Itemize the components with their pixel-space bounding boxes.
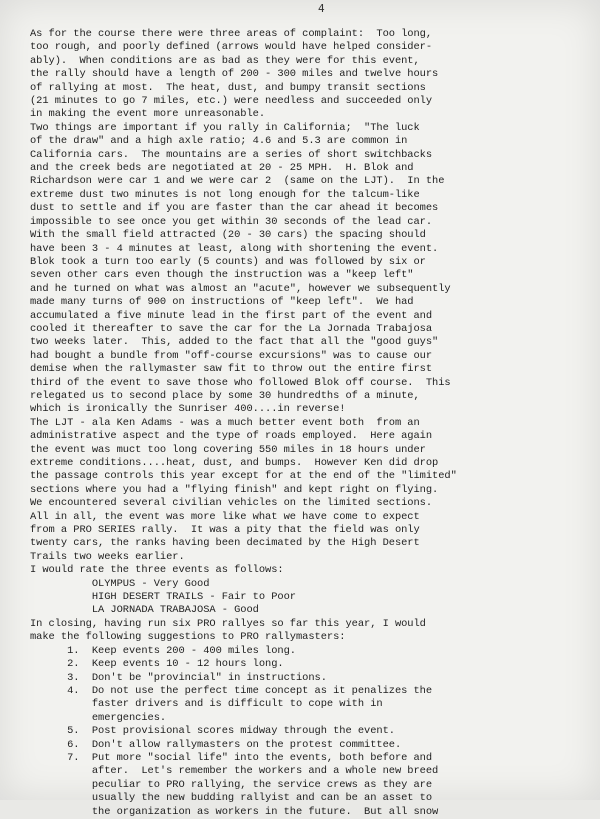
suggestion-number: 6. Don't allow rallymasters on the protest committee. xyxy=(30,738,402,751)
text-line: and the creek beds are negotiated at 20 - 25 MPH. H. Blok and xyxy=(30,162,414,175)
text-line: have been 3 - 4 minutes at least, along with shortening the event. xyxy=(30,242,439,255)
text-line: All in all, the event was more like what we have come to expect xyxy=(30,510,420,523)
suggestion-text: usually the new budding rallyist and can be an asset to xyxy=(30,792,433,805)
text-line: the rally should have a length of 200 - 300 miles and twelve hours xyxy=(30,68,439,81)
rating-item: OLYMPUS - Very Good xyxy=(30,577,210,590)
text-line: In closing, having run six PRO rallyes so far this year, I would xyxy=(30,617,426,630)
suggestion-text: Don't allow rallymasters on the protest committee. xyxy=(91,738,402,751)
text-line: impossible to see once you get within 30 seconds of the lead car. xyxy=(30,215,433,228)
rating-item: LA JORNADA TRABAJOSA - Good xyxy=(30,604,259,617)
text-line: relegated us to second place by some 30 hundredths of a minute, xyxy=(30,389,420,402)
suggestion-number: 4. Do not use the perfect time concept as it penalizes the xyxy=(30,684,433,697)
text-line: California cars. The mountains are a series of short switchbacks xyxy=(30,148,433,161)
text-line: too rough, and poorly defined (arrows would have helped consider- xyxy=(30,41,433,54)
suggestion-text: Put more "social life" into the events, both before and xyxy=(91,751,433,764)
suggestion-number: 1. Keep events 200 - 400 miles long. xyxy=(30,644,296,657)
text-line: make the following suggestions to PRO rallymasters: xyxy=(30,631,346,644)
text-line: As for the course there were three areas of complaint: Too long, xyxy=(30,28,433,40)
rating-item: HIGH DESERT TRAILS - Fair to Poor xyxy=(30,591,296,604)
text-line: Richardson were car 1 and we were car 2 (same on the LJT). In the xyxy=(30,175,445,188)
paragraph-california-rallying xyxy=(30,122,585,417)
paragraph-course-complaints xyxy=(30,28,585,122)
ratings-intro: I would rate the three events as follows: xyxy=(30,564,284,577)
text-line: Blok took a turn too early (5 counts) and was followed by six or xyxy=(30,255,426,268)
text-line: accumulated a five minute lead in the first part of the event and xyxy=(30,309,433,322)
text-line: (21 minutes to go 7 miles, etc.) were needless and succeeded only xyxy=(30,95,433,108)
text-line: of the draw" and a high axle ratio; 4.6 and 5.3 are common in xyxy=(30,135,408,148)
suggestion-text: Keep events 200 - 400 miles long. xyxy=(91,644,296,657)
suggestion-number: 3. Don't be "provincial" in instructions. xyxy=(30,671,327,684)
text-line: demise when the rallymaster saw fit to throw out the entire first xyxy=(30,363,433,376)
suggestion-text: the organization as workers in the future. But all snow xyxy=(30,805,439,818)
text-line: Two things are important if you rally in California; "The luck xyxy=(30,121,420,134)
text-line: We encountered several civilian vehicles on the limited sections. xyxy=(30,497,433,510)
text-line: Trails two weeks earlier. xyxy=(30,550,185,563)
letter-body xyxy=(30,28,585,819)
text-line: dust to settle and if you are faster than the car ahead it becomes xyxy=(30,202,439,215)
text-line: extreme dust two minutes is not long enough for the talcum-like xyxy=(30,188,420,201)
text-line: had bought a bundle from "off-course excursions" was to cause our xyxy=(30,349,433,362)
suggestion-number: 5. Post provisional scores midway through the event. xyxy=(30,725,395,738)
text-line: of rallying at most. The heat, dust, and bumpy transit sections xyxy=(30,81,426,94)
suggestion-text: Keep events 10 - 12 hours long. xyxy=(91,658,284,671)
text-line: from a PRO SERIES rally. It was a pity that the field was only xyxy=(30,524,420,537)
text-line: the passage controls this year except for at the end of the "limited" xyxy=(30,470,457,483)
suggestion-text: Do not use the perfect time concept as it penalizes the xyxy=(91,684,433,697)
suggestion-number: 7. Put more "social life" into the events, both before and xyxy=(30,751,433,764)
closing-intro xyxy=(30,618,585,645)
text-line: ably). When conditions are as bad as they were for this event, xyxy=(30,54,420,67)
suggestion-number: 2. Keep events 10 - 12 hours long. xyxy=(30,658,284,671)
suggestion-text: peculiar to PRO rallying, the service crews as they are xyxy=(30,778,433,791)
suggestion-text: emergencies. xyxy=(30,711,167,724)
text-line: extreme conditions....heat, dust, and bumps. However Ken did drop xyxy=(30,457,439,469)
text-line: administrative aspect and the type of roads employed. Here again xyxy=(30,430,433,443)
text-line: With the small field attracted (20 - 30 cars) the spacing should xyxy=(30,229,426,242)
text-line: seven other cars even though the instruction was a "keep left" xyxy=(30,269,414,282)
suggestion-text: after. Let's remember the workers and a whole new breed xyxy=(30,765,439,778)
page-number: 4 xyxy=(318,2,325,15)
text-line: sections where you had a "flying finish" and kept right on flying. xyxy=(30,483,439,496)
text-line: and he turned on what was almost an "acute", however we subsequently xyxy=(30,282,451,295)
text-line: twenty cars, the ranks having been decimated by the High Desert xyxy=(30,537,420,550)
suggestion-text: faster drivers and is difficult to cope with in xyxy=(30,698,383,711)
text-line: two weeks later. This, added to the fact that all the "good guys" xyxy=(30,336,439,349)
paragraph-ljt-event xyxy=(30,417,585,564)
suggestion-text: Don't be "provincial" in instructions. xyxy=(91,671,327,684)
text-line: the event was muct too long covering 550 miles in 18 hours under xyxy=(30,443,426,456)
text-line: which is ironically the Sunriser 400....in reverse! xyxy=(30,403,346,416)
text-line: in making the event more unreasonable. xyxy=(30,108,266,121)
text-line: third of the event to save those who followed Blok off course. This xyxy=(30,376,451,389)
text-line: cooled it thereafter to save the car for the La Jornada Trabajosa xyxy=(30,322,433,335)
text-line: made many turns of 900 on instructions of "keep left". We had xyxy=(30,296,414,309)
suggestions-list xyxy=(30,645,585,819)
suggestion-text: Post provisional scores midway through the event. xyxy=(91,725,395,738)
text-line: The LJT - ala Ken Adams - was a much better event both from an xyxy=(30,416,420,429)
event-ratings-list xyxy=(30,578,585,618)
